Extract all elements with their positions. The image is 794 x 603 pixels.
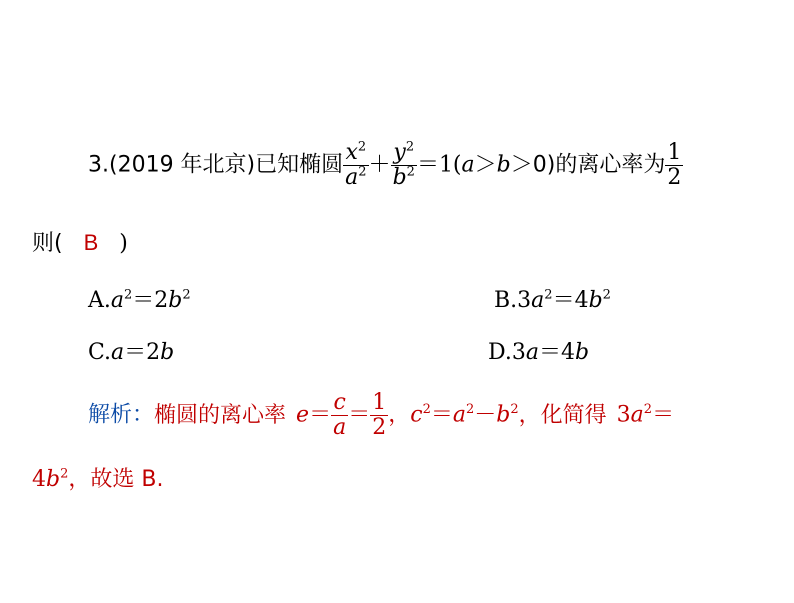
answer-letter: B — [83, 230, 99, 255]
solution-c-over-a: $\frac{c}{a}$ — [333, 390, 347, 440]
question-stem: 3.(2019 年北京)已知椭圆 $\frac{x^2}{a^2}$ ＋ $\frac{y^2}{b^2}$ ＝1(a＞b＞0)的离心率为 $\frac{1}{2}$ — [88, 139, 682, 190]
ellipse-y-fraction: $\frac{y^2}{b^2}$ — [392, 139, 415, 190]
answer-line: 则( B ) — [32, 230, 128, 256]
plus-sign: ＋ — [368, 152, 391, 178]
option-d: D.3a＝4b — [488, 340, 590, 365]
ellipse-x-fraction: $\frac{x^2}{a^2}$ — [345, 139, 367, 190]
solution-one-half: $\frac{1}{2}$ — [372, 390, 387, 440]
option-c: C.a＝2b — [88, 340, 175, 365]
question-lead: 3.(2019 年北京)已知椭圆 — [88, 152, 344, 178]
solution-line-1: 解析：椭圆的离心率 e＝ $\frac{c}{a}$ ＝ $\frac{1}{2}$ ，$c^2=a^2-b^2$，化简得 $3a^2=$ — [88, 390, 675, 440]
eccentricity-fraction: $\frac{1}{2}$ — [667, 140, 682, 190]
option-a: $A.a^2=2b^2$ — [88, 287, 191, 313]
solution-heading: 解析： — [88, 402, 155, 428]
solution-line-2: $4b^2$，故选 B. — [32, 466, 164, 492]
option-b: $B.3a^2=4b^2$ — [494, 287, 611, 313]
